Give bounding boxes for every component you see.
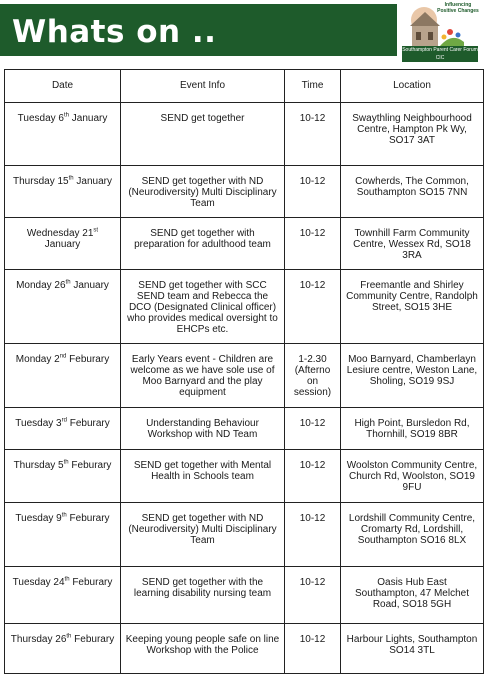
- event-info: SEND get together with ND (Neurodiversity) Multi Disciplinary Team: [121, 166, 285, 218]
- event-date: [5, 103, 121, 166]
- table-row: [5, 408, 484, 450]
- event-location: Harbour Lights, Southampton SO14 3TL: [341, 624, 484, 674]
- table-row: [5, 270, 484, 344]
- date-month: Feburary: [69, 577, 113, 588]
- date-day: Wednesday 21: [26, 228, 94, 239]
- event-location: Oasis Hub East Southampton, 47 Melchet Road, SO18 5GH: [341, 567, 484, 624]
- event-location: Moo Barnyard, Chamberlayn Lesiure centre, Weston Lane, Sholing, SO19 9SJ: [341, 344, 484, 408]
- event-info: Early Years event - Children are welcome as we have sole use of Moo Barnyard and the play equipment: [121, 344, 285, 408]
- event-location: Townhill Farm Community Centre, Wessex Rd, SO18 3RA: [341, 218, 484, 270]
- date-month: January: [68, 113, 108, 124]
- event-date: [5, 218, 121, 270]
- event-time: 1-2.30 (Afterno on session): [285, 344, 341, 408]
- date-month: Feburary: [66, 418, 110, 429]
- event-time: 10-12: [285, 450, 341, 503]
- date-month: Feburary: [66, 513, 110, 524]
- table-row: [5, 624, 484, 674]
- date-day: Monday 2: [15, 354, 60, 365]
- date-month: January: [44, 239, 81, 250]
- header-date: Date: [5, 70, 121, 103]
- events-table: [4, 69, 484, 674]
- date-month: January: [73, 176, 112, 187]
- event-info: SEND get together: [121, 103, 285, 166]
- date-sup: th: [66, 633, 72, 640]
- header-bar: [0, 4, 397, 56]
- header-event-info: Event Info: [121, 70, 285, 103]
- table-row: [5, 567, 484, 624]
- date-sup: nd: [59, 353, 67, 360]
- event-date: [5, 503, 121, 567]
- event-date: [5, 567, 121, 624]
- event-time: 10-12: [285, 624, 341, 674]
- event-time: 10-12: [285, 567, 341, 624]
- event-location: Cowherds, The Common, Southampton SO15 7NN: [341, 166, 484, 218]
- event-date: [5, 450, 121, 503]
- event-date: [5, 624, 121, 674]
- event-time: 10-12: [285, 270, 341, 344]
- date-day: Tuesday 6: [17, 113, 64, 124]
- logo-tagline: Influencing Positive Changes: [437, 2, 479, 14]
- event-location: Freemantle and Shirley Community Centre, Randolph Street, SO15 3HE: [341, 270, 484, 344]
- event-date: [5, 408, 121, 450]
- date-sup: th: [61, 512, 67, 519]
- event-location: Lordshill Community Centre, Cromarty Rd, Lordshill, Southampton SO16 8LX: [341, 503, 484, 567]
- event-info: SEND get together with SCC SEND team and Rebecca the DCO (Designated Clinical officer) who provides medical oversight to EHCPs etc.: [121, 270, 285, 344]
- header-time: Time: [285, 70, 341, 103]
- table-header-row: [5, 70, 484, 103]
- header-location: Location: [341, 70, 484, 103]
- date-sup: th: [65, 279, 71, 286]
- date-month: Feburary: [66, 354, 110, 365]
- date-day: Thursday 5: [13, 460, 64, 471]
- table-row: [5, 103, 484, 166]
- event-date: [5, 270, 121, 344]
- date-day: Thursday 15: [13, 176, 69, 187]
- date-month: Feburary: [71, 634, 115, 645]
- table-row: [5, 503, 484, 567]
- date-sup: th: [63, 459, 69, 466]
- event-time: 10-12: [285, 166, 341, 218]
- event-date: [5, 344, 121, 408]
- event-info: Keeping young people safe on line Workshop with the Police: [121, 624, 285, 674]
- table-row: [5, 218, 484, 270]
- table-row: [5, 166, 484, 218]
- event-date: [5, 166, 121, 218]
- date-sup: th: [68, 175, 74, 182]
- event-info: SEND get together with ND (Neurodiversity) Multi Disciplinary Team: [121, 503, 285, 567]
- date-sup: st: [93, 227, 99, 234]
- event-location: Swaythling Neighbourhood Centre, Hampton Pk Wy, SO17 3AT: [341, 103, 484, 166]
- event-info: SEND get together with preparation for adulthood team: [121, 218, 285, 270]
- event-info: SEND get together with Mental Health in Schools team: [121, 450, 285, 503]
- page-title: Whats on ..: [12, 14, 217, 50]
- table-row: [5, 450, 484, 503]
- date-sup: th: [63, 112, 69, 119]
- date-sup: th: [64, 576, 70, 583]
- event-time: 10-12: [285, 218, 341, 270]
- event-info: SEND get together with the learning disability nursing team: [121, 567, 285, 624]
- date-day: Tuesday 24: [12, 577, 65, 588]
- date-day: Monday 26: [16, 280, 66, 291]
- event-time: 10-12: [285, 103, 341, 166]
- date-day: Tuesday 3: [15, 418, 62, 429]
- date-day: Tuesday 9: [15, 513, 62, 524]
- event-time: 10-12: [285, 503, 341, 567]
- date-day: Thursday 26: [10, 634, 67, 645]
- event-location: High Point, Bursledon Rd, Thornhill, SO19 8BR: [341, 408, 484, 450]
- date-month: Feburary: [68, 460, 112, 471]
- date-sup: rd: [61, 417, 67, 424]
- date-month: January: [70, 280, 109, 291]
- table-row: [5, 344, 484, 408]
- event-location: Woolston Community Centre, Church Rd, Woolston, SO19 9FU: [341, 450, 484, 503]
- event-time: 10-12: [285, 408, 341, 450]
- event-info: Understanding Behaviour Workshop with ND Team: [121, 408, 285, 450]
- logo-caption: Southampton Parent Carer Forum CIC: [402, 47, 478, 61]
